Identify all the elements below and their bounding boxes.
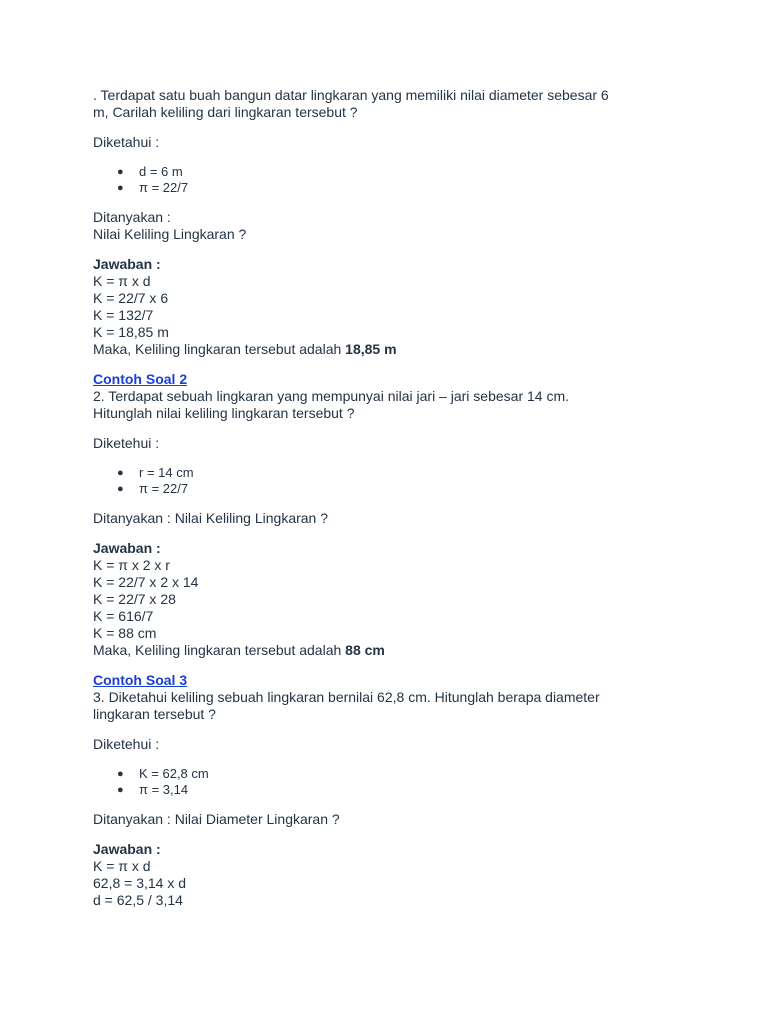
answer-step: K = 18,85 m: [93, 324, 169, 340]
given-list: [93, 766, 693, 798]
question-text-line: . Terdapat satu buah bangun datar lingkaran yang memiliki nilai diameter sebesar 6: [93, 87, 609, 103]
question-1-text: [93, 87, 693, 121]
jawaban-label: Jawaban :: [93, 256, 161, 272]
ditanyakan-block: [93, 209, 693, 243]
given-list: [93, 164, 693, 196]
list-item: ● r = 14 cm: [117, 465, 194, 480]
bullet-icon: ●: [117, 483, 124, 495]
question-text-line: 2. Terdapat sebuah lingkaran yang mempunyai nilai jari – jari sebesar 14 cm.: [93, 388, 570, 404]
bullet-icon: ●: [117, 182, 124, 194]
question-2: [93, 371, 693, 659]
list-item: ● d = 6 m: [117, 164, 183, 179]
ditanyakan-text: Nilai Keliling Lingkaran ?: [93, 226, 247, 242]
answer-step: K = 88 cm: [93, 625, 157, 641]
answer-step: K = 22/7 x 28: [93, 591, 176, 607]
answer-step: K = 616/7: [93, 608, 154, 624]
document-page: [93, 87, 693, 922]
bullet-icon: ●: [117, 467, 124, 479]
question-text-line: lingkaran tersebut ?: [93, 706, 216, 722]
conclusion: Maka, Keliling lingkaran tersebut adalah 18,85 m: [93, 341, 397, 357]
bullet-icon: ●: [117, 768, 124, 780]
question-text-line: 3. Diketahui keliling sebuah lingkaran bernilai 62,8 cm. Hitunglah berapa diameter: [93, 689, 600, 705]
list-item: ● π = 22/7: [117, 180, 189, 195]
ditanyakan-label: Ditanyakan :: [93, 209, 171, 225]
jawaban-block: [93, 540, 693, 659]
question-2-text: [93, 371, 693, 422]
conclusion: Maka, Keliling lingkaran tersebut adalah 88 cm: [93, 642, 385, 658]
conclusion-value: 18,85 m: [345, 341, 397, 357]
jawaban-block: [93, 256, 693, 358]
answer-step: 62,8 = 3,14 x d: [93, 875, 187, 891]
question-text-line: m, Carilah keliling dari lingkaran tersebut ?: [93, 104, 358, 120]
ditanyakan-text: Ditanyakan : Nilai Keliling Lingkaran ?: [93, 510, 329, 526]
given-list: [93, 465, 693, 497]
ditanyakan-text: Ditanyakan : Nilai Diameter Lingkaran ?: [93, 811, 340, 827]
contoh-soal-2-link[interactable]: Contoh Soal 2: [93, 371, 188, 387]
jawaban-label: Jawaban :: [93, 841, 161, 857]
diketahui-label: Diketehui :: [93, 736, 160, 752]
question-3-text: [93, 672, 693, 723]
question-3: [93, 672, 693, 909]
question-1: [93, 87, 693, 358]
answer-step: d = 62,5 / 3,14: [93, 892, 183, 908]
answer-step: K = π x 2 x r: [93, 557, 170, 573]
conclusion-value: 88 cm: [345, 642, 385, 658]
answer-step: K = 132/7: [93, 307, 154, 323]
answer-step: K = π x d: [93, 273, 151, 289]
diketahui-label: Diketehui :: [93, 435, 160, 451]
contoh-soal-3-link[interactable]: Contoh Soal 3: [93, 672, 188, 688]
question-text-line: Hitunglah nilai keliling lingkaran tersebut ?: [93, 405, 355, 421]
list-item: ● π = 3,14: [117, 782, 189, 797]
list-item: ● π = 22/7: [117, 481, 189, 496]
bullet-icon: ●: [117, 784, 124, 796]
diketahui-label: Diketahui :: [93, 134, 160, 150]
jawaban-block: [93, 841, 693, 909]
answer-step: K = 22/7 x 2 x 14: [93, 574, 199, 590]
jawaban-label: Jawaban :: [93, 540, 161, 556]
list-item: ● K = 62,8 cm: [117, 766, 209, 781]
bullet-icon: ●: [117, 166, 124, 178]
answer-step: K = 22/7 x 6: [93, 290, 169, 306]
answer-step: K = π x d: [93, 858, 151, 874]
